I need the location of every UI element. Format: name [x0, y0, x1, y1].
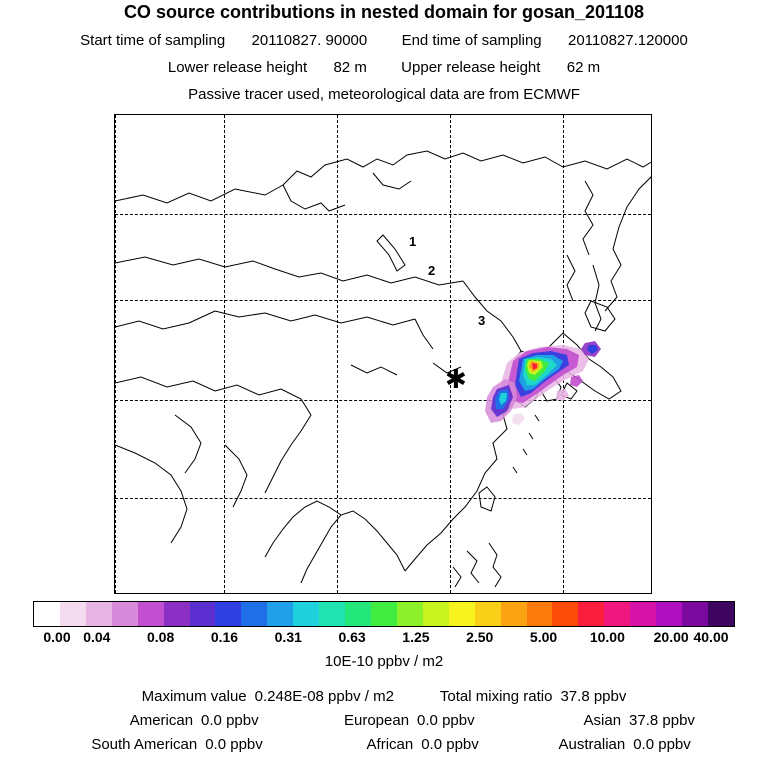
region-label-asian: Asian: [583, 712, 622, 729]
stats-row-regions-2: [0, 736, 768, 753]
page-title: CO source contributions in nested domain for gosan_201108: [123, 2, 645, 22]
colorbar-swatch-8: [241, 602, 267, 626]
max-value-value: 0.248E-08 ppbv / m2: [254, 688, 394, 705]
colorbar-swatch-9: [267, 602, 293, 626]
colorbar-swatch-12: [345, 602, 371, 626]
total-mixing-ratio-value: 37.8 ppbv: [560, 688, 627, 705]
end-time-value: 20110827.120000: [567, 32, 688, 49]
colorbar-swatch-1: [60, 602, 86, 626]
colorbar-tick-7: 2.50: [466, 629, 494, 645]
end-time-label: End time of sampling: [401, 32, 542, 49]
region-value-european: 0.0 ppbv: [417, 712, 475, 729]
colorbar-tick-10: 20.00: [653, 629, 689, 645]
concentration-plume: [115, 115, 652, 594]
map-annotation-1: 1: [409, 234, 417, 249]
sampling-times: [0, 32, 768, 49]
region-label-australian: Australian: [558, 736, 626, 753]
stats-row-max: [0, 688, 768, 705]
colorbar-swatch-0: [34, 602, 60, 626]
start-time-value: 20110827. 90000: [251, 32, 368, 49]
tracer-note: Passive tracer used, meteorological data are from ECMWF: [188, 86, 580, 103]
colorbar-swatch-2: [86, 602, 112, 626]
region-value-australian: 0.0 ppbv: [633, 736, 691, 753]
region-label-european: European: [343, 712, 410, 729]
colorbar-swatch-16: [449, 602, 475, 626]
colorbar-swatch-17: [475, 602, 501, 626]
colorbar-swatch-21: [578, 602, 604, 626]
colorbar-swatch-23: [630, 602, 656, 626]
upper-release-label: Upper release height: [401, 59, 541, 76]
colorbar-tick-0: 0.00: [43, 629, 71, 645]
start-time-label: Start time of sampling: [80, 32, 226, 49]
colorbar-swatch-18: [501, 602, 527, 626]
colorbar-swatch-3: [112, 602, 138, 626]
colorbar-swatch-24: [656, 602, 682, 626]
colorbar-swatch-7: [215, 602, 241, 626]
colorbar-swatch-6: [190, 602, 216, 626]
map-panel: [114, 114, 652, 594]
region-value-american: 0.0 ppbv: [201, 712, 259, 729]
colorbar-tick-9: 10.00: [589, 629, 625, 645]
colorbar-swatch-15: [423, 602, 449, 626]
colorbar-swatch-14: [397, 602, 423, 626]
release-site-star-icon: ✱: [445, 364, 467, 394]
region-label-american: American: [129, 712, 194, 729]
lower-release-label: Lower release height: [167, 59, 308, 76]
region-value-asian: 37.8 ppbv: [629, 712, 695, 729]
colorbar-swatch-19: [527, 602, 553, 626]
region-label-south-american: South American: [91, 736, 198, 753]
colorbar-swatch-5: [164, 602, 190, 626]
release-heights: [0, 59, 768, 76]
colorbar-tick-11: 40.00: [693, 629, 729, 645]
region-value-african: 0.0 ppbv: [421, 736, 479, 753]
colorbar-swatch-13: [371, 602, 397, 626]
region-label-african: African: [366, 736, 414, 753]
total-mixing-ratio-label: Total mixing ratio: [439, 688, 553, 705]
colorbar-swatch-25: [682, 602, 708, 626]
colorbar-tick-3: 0.16: [210, 629, 239, 645]
region-value-south-american: 0.0 ppbv: [205, 736, 263, 753]
map-annotation-2: 2: [428, 263, 436, 278]
colorbar-tick-4: 0.31: [274, 629, 302, 645]
colorbar-swatch-26: [708, 602, 734, 626]
colorbar-swatch-20: [552, 602, 578, 626]
colorbar-swatch-10: [293, 602, 319, 626]
colorbar-swatch-22: [604, 602, 630, 626]
colorbar-tick-8: 5.00: [529, 629, 558, 645]
max-value-label: Maximum value: [141, 688, 247, 705]
stats-row-regions-1: [0, 712, 768, 729]
colorbar-tick-6: 1.25: [402, 629, 430, 645]
colorbar-swatch-4: [138, 602, 164, 626]
map-annotation-3: 3: [478, 313, 486, 328]
colorbar-tick-labels: [0, 629, 768, 647]
lower-release-value: 82 m: [333, 59, 367, 76]
upper-release-value: 62 m: [566, 59, 601, 76]
colorbar-tick-2: 0.08: [147, 629, 175, 645]
colorbar-swatch-11: [319, 602, 345, 626]
colorbar-tick-5: 0.63: [338, 629, 366, 645]
colorbar-unit-label: 10E-10 ppbv / m2: [324, 653, 444, 670]
colorbar-tick-1: 0.04: [83, 629, 111, 645]
colorbar: [33, 601, 735, 627]
